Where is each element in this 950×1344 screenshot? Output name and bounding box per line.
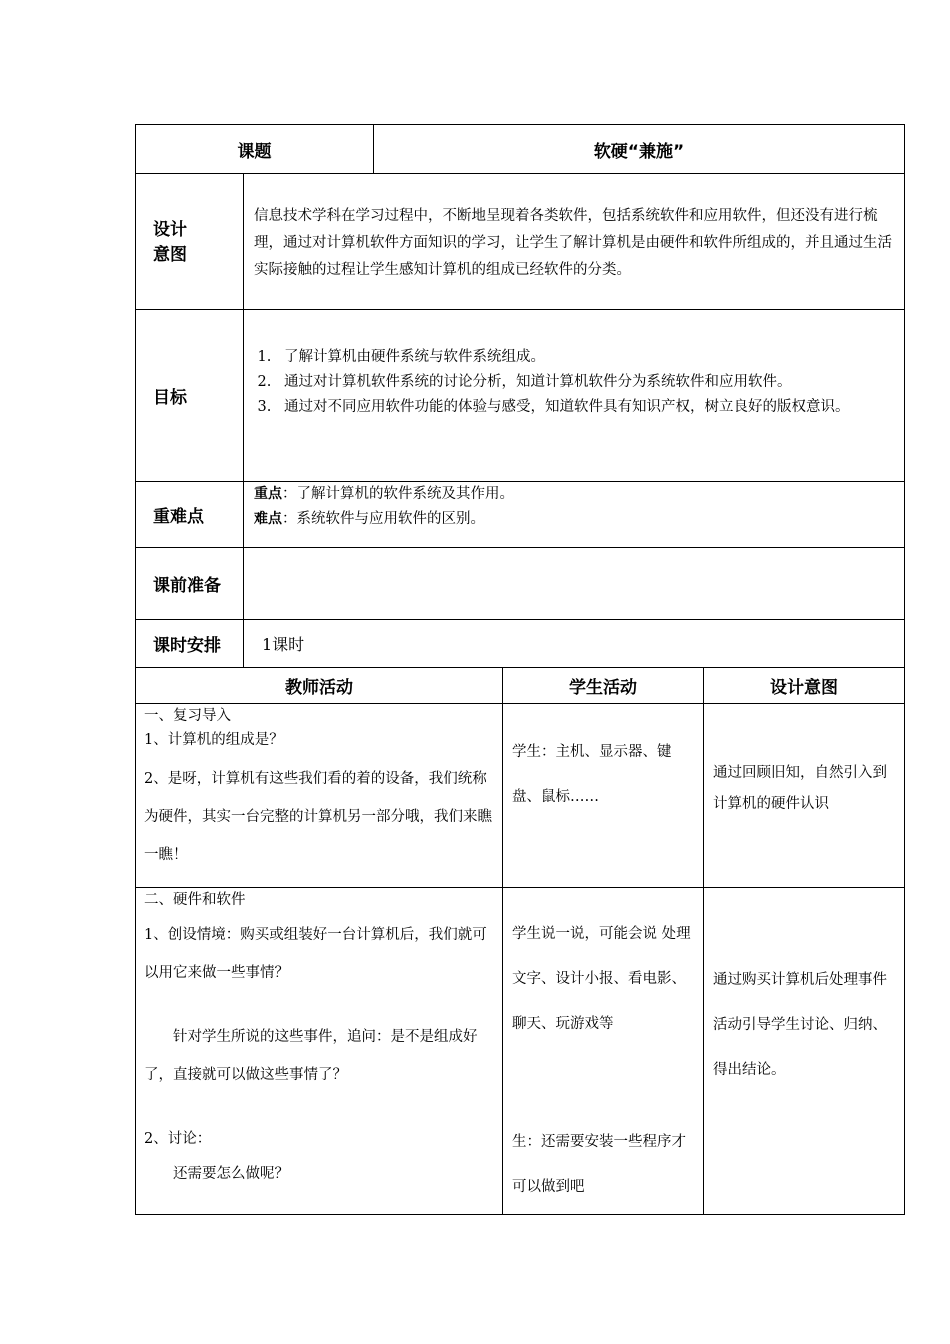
col-divider	[243, 173, 244, 667]
design-intent-1: 通过回顾旧知，自然引入到计算机的硬件认识	[713, 765, 887, 812]
table-border-bottom	[135, 1214, 905, 1215]
goal-item: 1. 了解计算机由硬件系统与软件系统组成。	[276, 345, 898, 370]
student-activity-2b: 生：还需要安装一些程序才可以做到吧	[512, 1134, 686, 1195]
row-divider	[135, 309, 905, 310]
column-header-teacher: 教师活动	[285, 678, 353, 698]
design-intent-label-line2: 意图	[153, 245, 187, 265]
key-points-text	[254, 482, 898, 532]
difficult-point-line	[254, 507, 898, 532]
goal-item: 2. 通过对计算机软件系统的讨论分析，知道计算机软件分为系统软件和应用软件。	[276, 370, 898, 395]
difficult-point-text: ：系统软件与应用软件的区别。	[282, 511, 485, 527]
key-point-text: ：了解计算机的软件系统及其作用。	[282, 486, 514, 502]
schedule-label: 课时安排	[153, 636, 221, 656]
design-intent-text: 信息技术学科在学习过程中，不断地呈现着各类软件，包括系统软件和应用软件，但还没有进行梳理，通过对计算机软件方面知识的学习，让学生了解计算机是由硬件和软件所组成的，并且通过生活实际接触的过程让学生感知计算机的组成已经软件的分类。	[254, 208, 892, 278]
topic-label: 课题	[237, 141, 272, 162]
goals-list-box	[246, 345, 898, 420]
preparation-text	[254, 548, 898, 619]
table-border-right	[904, 124, 905, 1215]
section-title: 一、复习导入	[144, 708, 231, 724]
goals-label: 目标	[153, 388, 187, 408]
difficult-point-label: 难点	[254, 511, 282, 527]
design-intent-label	[153, 218, 233, 268]
teacher-scenario: 1、创设情境：购买或组装好一台计算机后，我们就可以用它来做一些事情？	[144, 927, 487, 981]
teacher-activity-1	[144, 704, 496, 874]
teacher-explanation: 2、是呀，计算机有这些我们看的着的设备，我们统称为硬件，其实一台完整的计算机另一部分哦，我们来瞧一瞧！	[144, 771, 492, 863]
design-intent-label-line1: 设计	[153, 220, 187, 240]
key-point-label: 重点	[254, 486, 282, 502]
teacher-followup: 针对学生所说的这些事件，追问：是不是组成好了，直接就可以做这些事情了？	[144, 1029, 478, 1083]
teacher-activity-2	[144, 888, 496, 1190]
column-header-student: 学生活动	[569, 678, 637, 698]
schedule-text: 1课时	[262, 635, 305, 654]
key-points-label: 重难点	[153, 507, 204, 527]
student-activity-1: 学生：主机、显示器、键盘、鼠标……	[512, 744, 672, 805]
key-point-line	[254, 482, 898, 507]
topic-value: 软硬“兼施”	[593, 141, 685, 162]
student-activity-2a: 学生说一说，可能会说 处理文字、设计小报、看电影、聊天、玩游戏等	[512, 926, 691, 1032]
design-intent-2: 通过购买计算机后处理事件活动引导学生讨论、归纳、得出结论。	[713, 972, 887, 1078]
col-divider	[703, 667, 704, 1214]
teacher-question: 1、计算机的组成是？	[144, 732, 284, 748]
discussion-question: 还需要怎么做呢？	[173, 1166, 289, 1182]
section-title: 二、硬件和软件	[144, 892, 246, 908]
preparation-label: 课前准备	[153, 576, 221, 596]
col-divider	[502, 667, 503, 1214]
goal-item: 3. 通过对不同应用软件功能的体验与感受，知道软件具有知识产权，树立良好的版权意识。	[276, 395, 898, 420]
goals-list	[246, 345, 898, 420]
row-divider	[135, 173, 905, 174]
column-header-intent: 设计意图	[770, 678, 838, 698]
discussion-title: 2、讨论：	[144, 1131, 212, 1147]
